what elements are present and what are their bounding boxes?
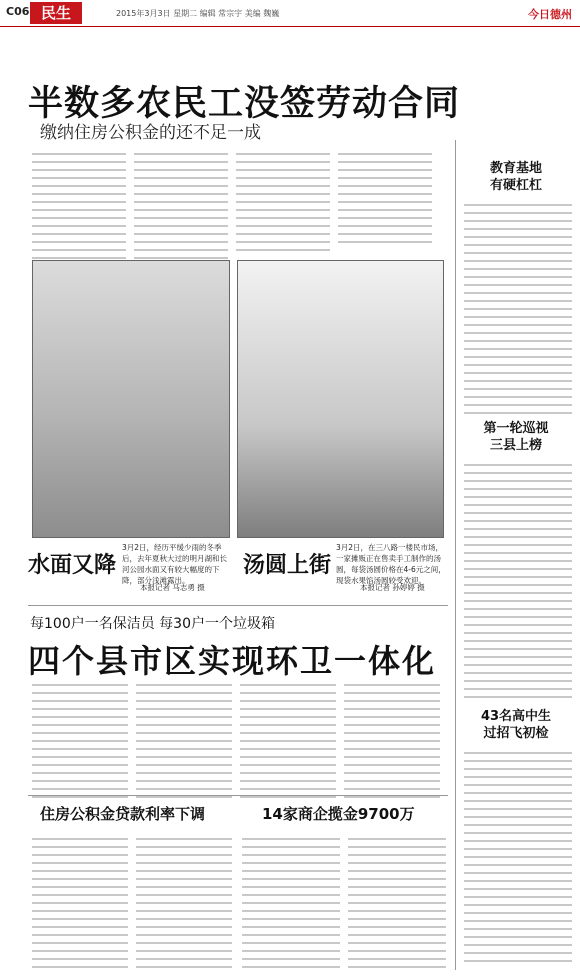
sidebar-story3-line1: 43名高中生 xyxy=(480,709,552,724)
sanitation-article-body xyxy=(32,684,448,804)
housing-article-body xyxy=(242,838,448,974)
page-header xyxy=(0,0,580,27)
sidebar-story2-headline xyxy=(460,420,572,454)
sidebar-story1-line2: 有硬杠杠 xyxy=(489,178,542,193)
newspaper-brand: 今日德州 xyxy=(528,8,572,21)
page-number: C06 xyxy=(6,5,30,18)
lake-photo xyxy=(32,260,230,538)
sanitation-headline: 四个县市区实现环卫一体化 xyxy=(28,642,437,680)
sidebar-story2-body xyxy=(464,464,572,704)
right-photo-title: 汤圆上街 xyxy=(243,553,332,578)
lead-subhead: 缴纳住房公积金的还不足一成 xyxy=(40,123,261,143)
market-photo xyxy=(237,260,444,538)
left-photo-caption: 3月2日，经历平缓少雨的冬季后，去年夏秋大过的明月湖和长河公园水面又有较大幅度的下降，部分浅滩露出。 xyxy=(122,543,227,585)
issue-date-line: 2015年3月3日 星期二 编辑 常宗宇 美编 魏巍 xyxy=(116,9,280,18)
sidebar-divider xyxy=(455,140,456,970)
lead-headline: 半数多农民工没签劳动合同 xyxy=(28,84,461,124)
section-label: 民生 xyxy=(30,2,82,24)
housing-headline: 14家商企揽金9700万 xyxy=(262,805,415,823)
sidebar-story1-line1: 教育基地 xyxy=(489,161,542,176)
sidebar-story1-body xyxy=(464,204,572,420)
right-photo-credit: 本报记者 孙婷婷 摄 xyxy=(360,583,425,592)
sidebar-story3-body xyxy=(464,752,572,968)
bottom-divider xyxy=(28,795,448,796)
sidebar-story2-line1: 第一轮巡视 xyxy=(483,421,549,436)
sanitation-kicker: 每100户一名保洁员 每30户一个垃圾箱 xyxy=(30,616,275,632)
left-photo-credit: 本报记者 马志勇 摄 xyxy=(140,583,205,592)
sidebar-story3-line2: 过招飞初检 xyxy=(483,726,549,741)
sidebar-story2-line2: 三县上榜 xyxy=(489,438,542,453)
sidebar-story1-headline xyxy=(460,160,572,194)
fund-headline: 住房公积金贷款利率下调 xyxy=(40,805,206,823)
left-photo-title: 水面又降 xyxy=(28,553,117,578)
lead-article-body xyxy=(32,153,432,265)
fund-article-body xyxy=(32,838,232,974)
section-divider xyxy=(28,605,448,606)
sidebar-story3-headline xyxy=(460,708,572,742)
right-photo-caption: 3月2日，在三八路一楼民市场，一家摊贩正在售卖手工制作的汤圆，每袋汤圆价格在4-6元之间，现袋水果馅汤圆较受欢迎。 xyxy=(336,543,446,585)
